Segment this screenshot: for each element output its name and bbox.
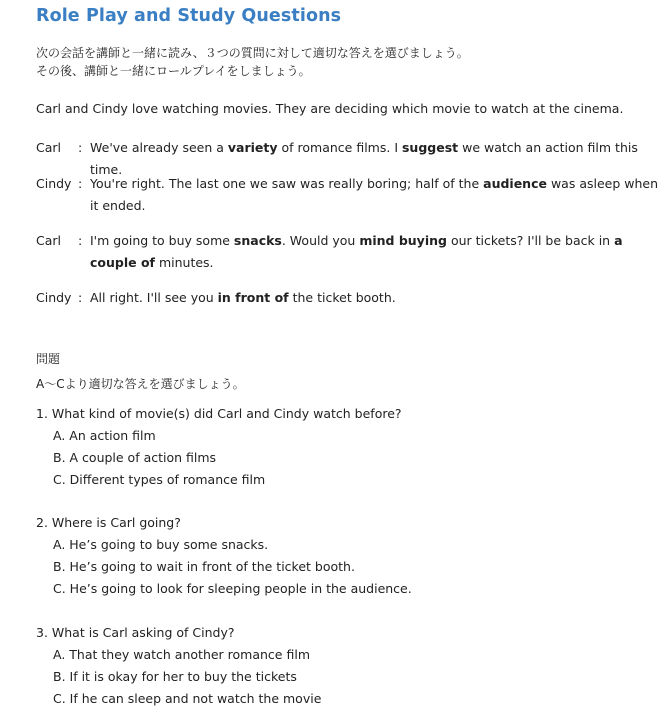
scene-description: Carl and Cindy love watching movies. They are deciding which movie to watch at the cinema. — [36, 101, 624, 116]
dialogue-turn — [36, 287, 660, 309]
intro-line: 次の会話を講師と一緒に読み、３つの質問に対して適切な答えを選びましょう。 — [36, 46, 469, 60]
answer-option: B. A couple of action films — [53, 450, 217, 465]
question — [36, 622, 321, 710]
vocabulary-word: audience — [483, 176, 547, 191]
dialogue-text: our tickets? I'll be back in — [446, 233, 615, 248]
vocabulary-word: suggest — [401, 140, 459, 155]
answer-option: B. He’s going to wait in front of the ticket booth. — [53, 559, 355, 574]
dialogue-line — [90, 173, 660, 217]
dialogue-turn — [36, 173, 660, 217]
vocabulary-word: mind buying — [359, 233, 447, 248]
dialogue-text: We've already seen a — [90, 140, 228, 155]
speaker-name: Carl — [36, 140, 61, 155]
dialogue-turn — [36, 230, 660, 274]
questions-instruction: A～Cより適切な答えを選びましょう。 — [36, 377, 245, 391]
dialogue-text: the ticket booth. — [288, 290, 396, 305]
intro-line: その後、講師と一緒にロールプレイをしましょう。 — [36, 64, 311, 78]
answer-option: C. He’s going to look for sleeping people in the audience. — [53, 581, 412, 596]
speaker-name: Carl — [36, 233, 61, 248]
answer-option: C. If he can sleep and not watch the movie — [53, 691, 322, 706]
question-stem: 2. Where is Carl going? — [36, 515, 181, 530]
speaker-name: Cindy — [36, 176, 72, 191]
vocabulary-word: snacks — [233, 233, 282, 248]
speaker-colon: : — [78, 140, 83, 155]
dialogue-text: I'm going to buy some — [90, 233, 234, 248]
dialogue-text: minutes. — [154, 255, 214, 270]
dialogue-text: You're right. The last one we saw was really boring; half of the — [90, 176, 484, 191]
answer-option: C. Different types of romance film — [53, 472, 266, 487]
questions-heading: 問題 — [36, 352, 61, 366]
question — [36, 403, 402, 491]
question-stem: 3. What is Carl asking of Cindy? — [36, 625, 235, 640]
speaker-name: Cindy — [36, 290, 72, 305]
dialogue-text: . Would you — [281, 233, 360, 248]
answer-option: A. He’s going to buy some snacks. — [53, 537, 269, 552]
dialogue-text: was asleep when it ended. — [90, 176, 659, 213]
answer-option: A. An action film — [53, 428, 156, 443]
vocabulary-word: variety — [227, 140, 278, 155]
speaker-colon: : — [78, 290, 83, 305]
page-title: Role Play and Study Questions — [36, 6, 342, 26]
question-stem: 1. What kind of movie(s) did Carl and Cindy watch before? — [36, 406, 402, 421]
dialogue-text: of romance films. I — [277, 140, 402, 155]
dialogue-text: we watch an action film this time. — [90, 140, 638, 177]
vocabulary-word: in front of — [217, 290, 289, 305]
dialogue-text: All right. I'll see you — [90, 290, 218, 305]
answer-option: A. That they watch another romance film — [53, 647, 310, 662]
vocabulary-word: a couple of — [90, 233, 623, 270]
intro-instructions — [36, 44, 469, 80]
dialogue-line — [90, 230, 660, 274]
question — [36, 512, 412, 600]
dialogue-line — [90, 287, 660, 309]
speaker-colon: : — [78, 176, 83, 191]
speaker-colon: : — [78, 233, 83, 248]
answer-option: B. If it is okay for her to buy the tickets — [53, 669, 297, 684]
